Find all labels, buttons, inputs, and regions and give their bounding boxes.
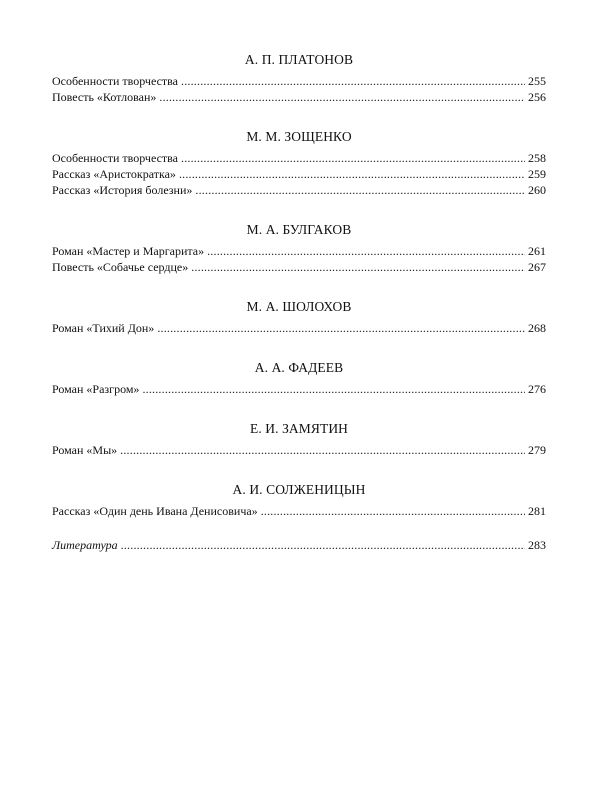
dot-leader [142, 381, 525, 397]
toc-entry [52, 182, 546, 198]
dot-leader [121, 537, 525, 553]
entry-title: Роман «Мастер и Маргарита» [52, 244, 205, 258]
toc-entry [52, 442, 546, 458]
section-heading: А. А. ФАДЕЕВ [254, 360, 344, 375]
entry-title: Роман «Разгром» [52, 382, 140, 396]
entry-page-number: 261 [528, 244, 546, 258]
toc-entry-literature [52, 537, 546, 553]
entry-page-number: 276 [528, 382, 546, 396]
dot-leader [261, 503, 525, 519]
section-heading: Е. И. ЗАМЯТИН [249, 421, 349, 436]
entry-title: Повесть «Собачье сердце» [52, 260, 189, 274]
dot-leader [120, 442, 525, 458]
toc-entry [52, 166, 546, 182]
entry-title: Повесть «Котлован» [52, 90, 157, 104]
dot-leader [179, 166, 525, 182]
entry-title: Роман «Тихий Дон» [52, 321, 155, 335]
literature-title: Литература [52, 538, 118, 552]
toc-section-solzhenitsyn [52, 482, 546, 519]
entry-title: Рассказ «Аристократка» [52, 167, 176, 181]
toc-section-fadeev [52, 360, 546, 397]
dot-leader [191, 259, 525, 275]
toc-entry [52, 150, 546, 166]
toc-entry [52, 320, 546, 336]
table-of-contents [52, 52, 546, 553]
section-heading: М. А. БУЛГАКОВ [246, 222, 352, 237]
section-heading: М. А. ШОЛОХОВ [246, 299, 352, 314]
dot-leader [195, 182, 525, 198]
entry-page-number: 279 [528, 443, 546, 457]
dot-leader [207, 243, 525, 259]
toc-entry [52, 381, 546, 397]
toc-entry [52, 73, 546, 89]
entry-title: Роман «Мы» [52, 443, 118, 457]
entry-page-number: 260 [528, 183, 546, 197]
entry-page-number: 268 [528, 321, 546, 335]
entry-title: Рассказ «Один день Ивана Денисовича» [52, 504, 258, 518]
entry-page-number: 267 [528, 260, 546, 274]
toc-section-platonov [52, 52, 546, 105]
toc-section-bulgakov [52, 222, 546, 275]
toc-entry [52, 89, 546, 105]
entry-title: Рассказ «История болезни» [52, 183, 193, 197]
section-heading: А. И. СОЛЖЕНИЦЫН [232, 482, 366, 497]
section-heading: М. М. ЗОЩЕНКО [246, 129, 352, 144]
entry-page-number: 281 [528, 504, 546, 518]
section-heading: А. П. ПЛАТОНОВ [244, 52, 354, 67]
toc-entry [52, 503, 546, 519]
literature-page-number: 283 [528, 538, 546, 552]
dot-leader [159, 89, 525, 105]
dot-leader [181, 73, 525, 89]
entry-page-number: 256 [528, 90, 546, 104]
toc-entry [52, 243, 546, 259]
entry-title: Особенности творчества [52, 74, 178, 88]
dot-leader [157, 320, 525, 336]
toc-section-zoshchenko [52, 129, 546, 198]
entry-title: Особенности творчества [52, 151, 178, 165]
entry-page-number: 259 [528, 167, 546, 181]
toc-section-zamyatin [52, 421, 546, 458]
entry-page-number: 255 [528, 74, 546, 88]
entry-page-number: 258 [528, 151, 546, 165]
dot-leader [181, 150, 525, 166]
toc-entry [52, 259, 546, 275]
toc-section-sholokhov [52, 299, 546, 336]
